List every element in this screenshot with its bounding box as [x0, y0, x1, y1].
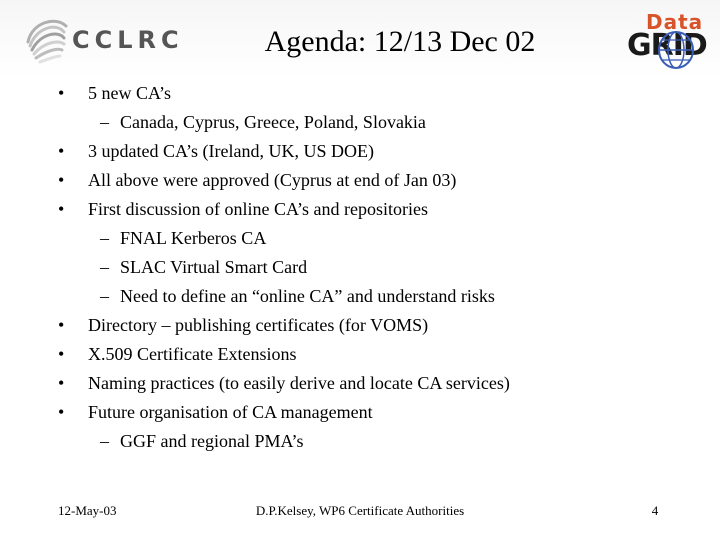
dash-marker: – — [100, 228, 109, 248]
footer-author: D.P.Kelsey, WP6 Certificate Authorities — [255, 503, 465, 518]
item-text: 3 updated CA’s (Ireland, UK, US DOE) — [88, 141, 374, 161]
bullet-marker: • — [58, 373, 65, 393]
bullet-marker: • — [58, 83, 65, 103]
datagrid-logo — [626, 10, 720, 72]
item-text: First discussion of online CA’s and repositories — [88, 199, 428, 219]
item-text: 5 new CA’s — [88, 83, 172, 103]
item-text: Canada, Cyprus, Greece, Poland, Slovakia — [120, 112, 426, 132]
item-text: Directory – publishing certificates (for VOMS) — [88, 315, 429, 335]
item-text: SLAC Virtual Smart Card — [120, 257, 308, 277]
item-text: Future organisation of CA management — [88, 402, 373, 422]
cclrc-swirl-icon — [22, 12, 72, 68]
dash-marker: – — [100, 286, 109, 306]
dash-marker: – — [100, 431, 109, 451]
item-text: All above were approved (Cyprus at end of Jan 03) — [88, 170, 457, 190]
slide-header — [0, 0, 720, 78]
dash-marker: – — [100, 112, 109, 132]
cclrc-logo-text: CCLRC — [72, 26, 184, 54]
cclrc-logo — [22, 12, 182, 68]
page-title: Agenda: 12/13 Dec 02 — [264, 25, 536, 58]
bullet-marker: • — [58, 199, 65, 219]
bullet-marker: • — [58, 344, 65, 364]
bullet-marker: • — [58, 315, 65, 335]
datagrid-logo-bottom: GRID — [627, 28, 707, 63]
page-number: 4 — [651, 503, 659, 518]
globe-icon — [656, 26, 696, 70]
item-text: Naming practices (to easily derive and locate CA services) — [88, 373, 510, 393]
bullet-marker: • — [58, 141, 65, 161]
datagrid-logo-top: Data — [646, 10, 704, 34]
item-text: X.509 Certificate Extensions — [88, 344, 297, 364]
item-text: FNAL Kerberos CA — [120, 228, 267, 248]
footer-date: 12-May-03 — [58, 503, 117, 518]
bullet-marker: • — [58, 402, 65, 422]
dash-marker: – — [100, 257, 109, 277]
item-text: GGF and regional PMA’s — [120, 431, 304, 451]
bullet-marker: • — [58, 170, 65, 190]
item-text: Need to define an “online CA” and understand risks — [120, 286, 495, 306]
